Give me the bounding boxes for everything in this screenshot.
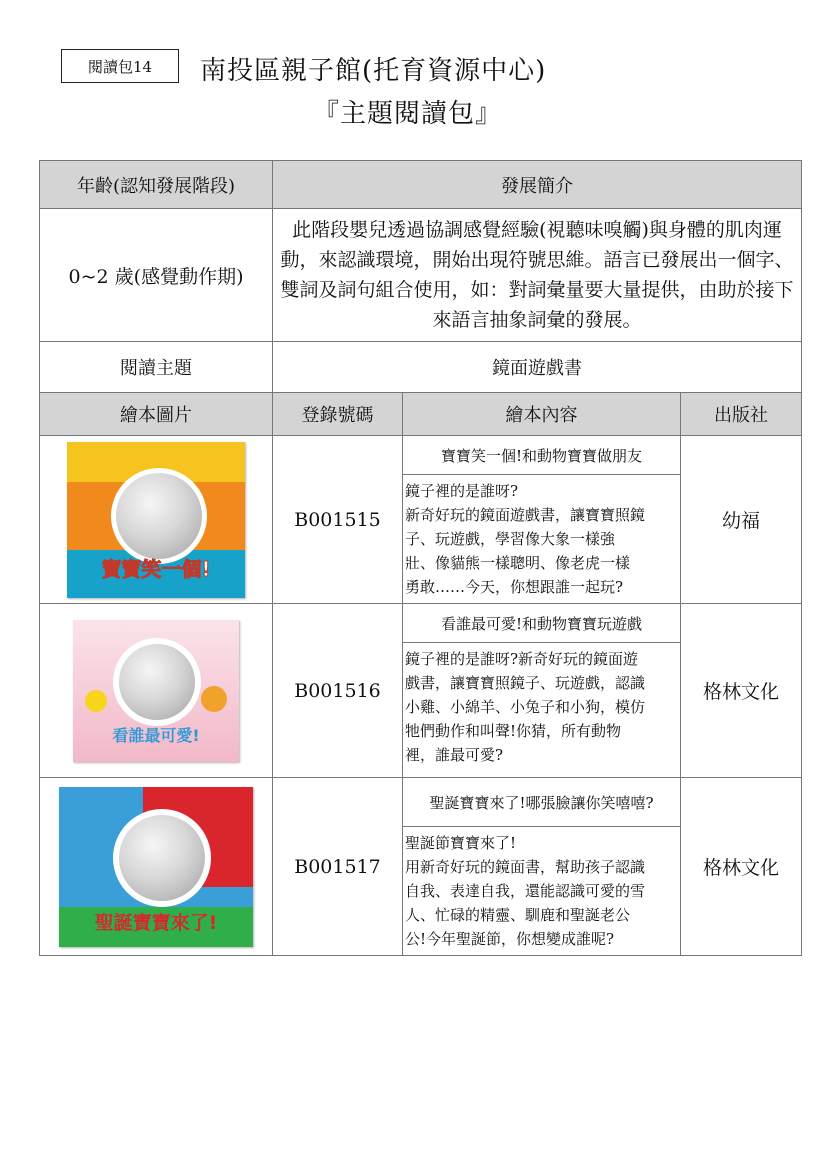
book-cover-title: 寶寶笑一個! <box>101 556 211 581</box>
page-title: 南投區親子館(托育資源中心) <box>200 56 547 86</box>
book-description: 鏡子裡的是誰呀? 新奇好玩的鏡面遊戲書，讓寶寶照鏡 子、玩遊戲，學習像大象一樣強 壯、像貓熊一樣聰明、像老虎一樣 勇敢……今天，你想跟誰一起玩? <box>405 482 646 596</box>
table-row <box>40 436 802 604</box>
age-value: 0~2 歲(感覺動作期) <box>40 209 273 342</box>
book-cover-image <box>73 620 239 762</box>
reg-number: B001516 <box>273 604 403 778</box>
book-description: 聖誕節寶寶來了! 用新奇好玩的鏡面書，幫助孩子認識 自我、表達自我，還能認識可愛的雪 人、忙碌的精靈、馴鹿和聖誕老公 公!今年聖誕節，你想變成誰呢? <box>405 834 646 948</box>
book-content-cell <box>403 436 681 604</box>
intro-text: 此階段嬰兒透過協調感覺經驗(視聽味嗅觸)與身體的肌肉運動，來認識環境，開始出現符號思維。語言已發展出一個字、雙詞及詞句組合使用，如：對詞彙量要大量提供，由助於接下來語言抽象詞彙的發展。 <box>273 209 802 342</box>
table-row <box>40 604 802 778</box>
book-title: 看誰最可愛!和動物寶寶玩遊戲 <box>403 604 680 643</box>
book-cover-cell <box>40 604 273 778</box>
book-title: 聖誕寶寶來了!哪張臉讓你笑嘻嘻? <box>403 778 680 827</box>
col-publisher-header: 出版社 <box>681 393 802 436</box>
theme-label: 閱讀主題 <box>40 342 273 393</box>
col-image-header: 繪本圖片 <box>40 393 273 436</box>
book-content-cell <box>403 778 681 956</box>
reg-number: B001515 <box>273 436 403 604</box>
publisher: 格林文化 <box>681 604 802 778</box>
intro-header: 發展簡介 <box>273 161 802 209</box>
table-row <box>40 778 802 956</box>
book-title: 寶寶笑一個!和動物寶寶做朋友 <box>403 436 680 475</box>
book-cover-cell <box>40 436 273 604</box>
book-cover-title: 看誰最可愛! <box>112 725 200 745</box>
col-reg-header: 登錄號碼 <box>273 393 403 436</box>
col-content-header: 繪本內容 <box>403 393 681 436</box>
book-content-cell <box>403 604 681 778</box>
reg-number: B001517 <box>273 778 403 956</box>
theme-value: 鏡面遊戲書 <box>273 342 802 393</box>
publisher: 幼福 <box>681 436 802 604</box>
book-cover-image <box>67 442 245 598</box>
page-subtitle: 『主題閱讀包』 <box>313 99 503 129</box>
book-description: 鏡子裡的是誰呀?新奇好玩的鏡面遊 戲書，讓寶寶照鏡子、玩遊戲，認識 小雞、小綿羊、小兔子和小狗，模仿 牠們動作和叫聲!你猜，所有動物 裡，誰最可愛? <box>405 650 646 764</box>
reading-pack-table <box>39 160 802 956</box>
book-cover-cell <box>40 778 273 956</box>
age-header: 年齡(認知發展階段) <box>40 161 273 209</box>
publisher: 格林文化 <box>681 778 802 956</box>
book-cover-image <box>59 787 253 947</box>
pack-label: 閱讀包14 <box>61 49 179 83</box>
book-cover-title: 聖誕寶寶來了! <box>94 911 218 934</box>
